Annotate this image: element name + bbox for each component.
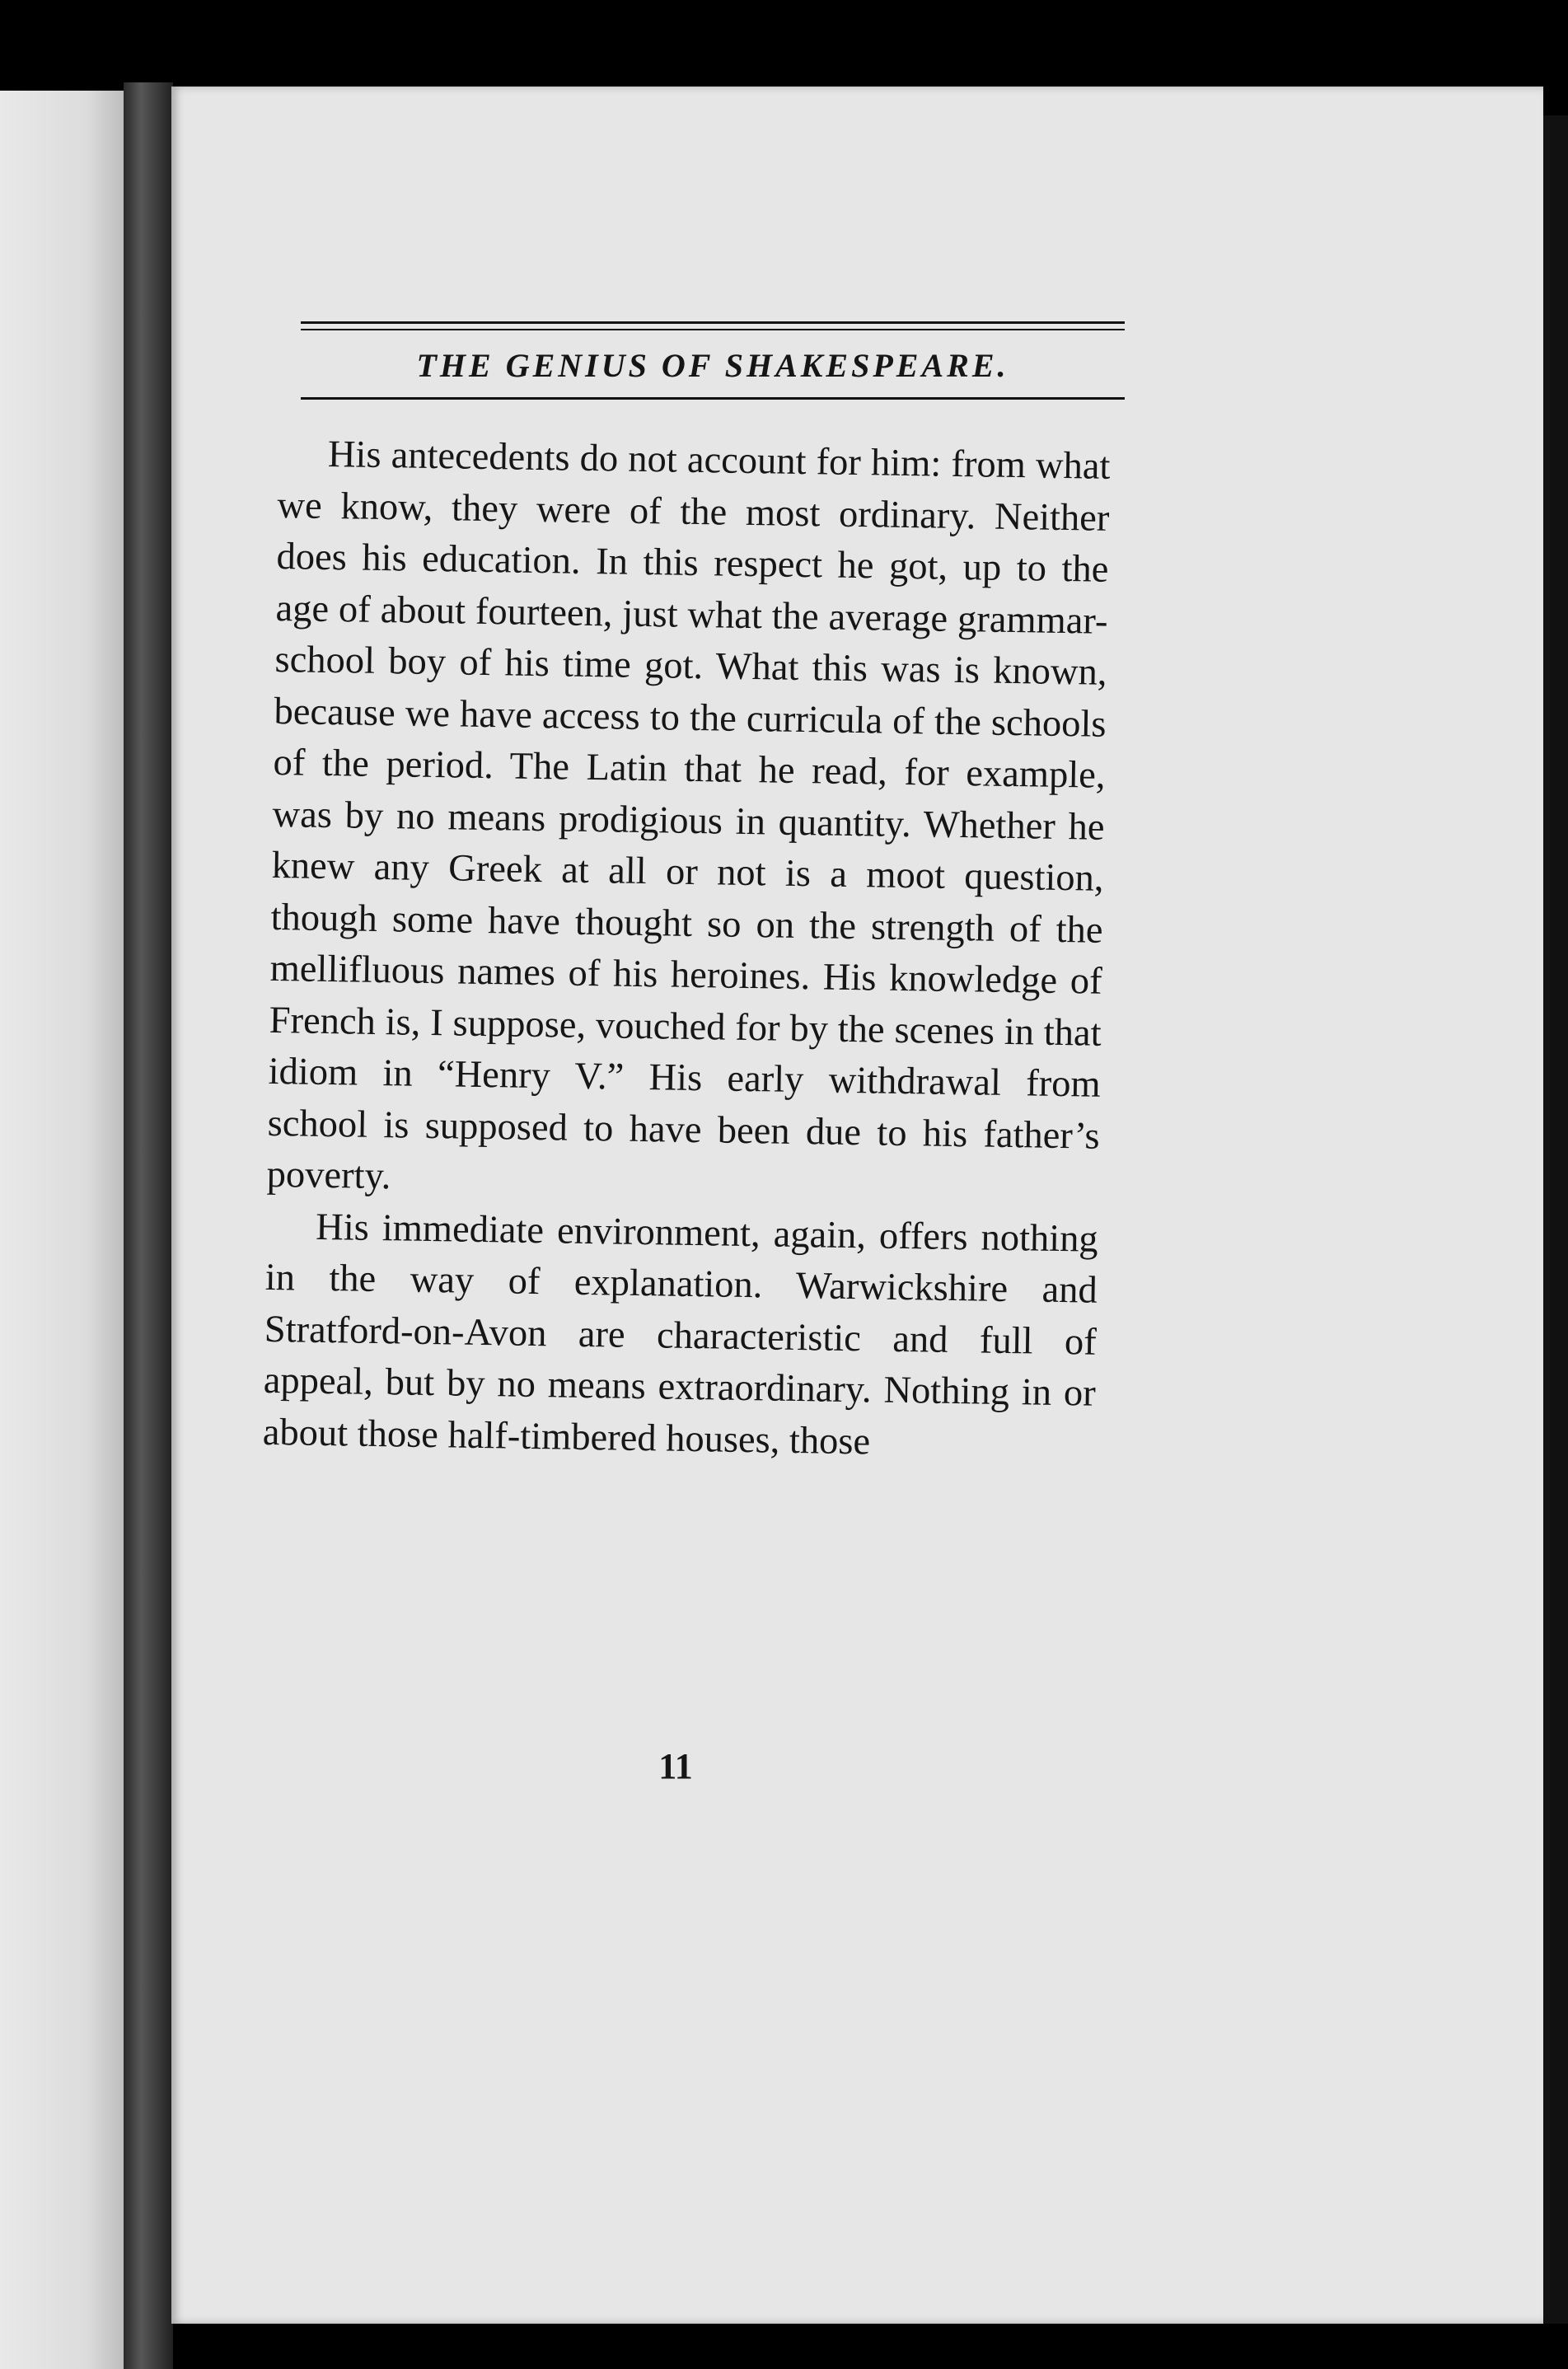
paragraph-2: His immediate environment, again, offers nothing in the way of explanation. Warwickshire and Stratford-on-Avon are characteristic and full of appeal, but by no means extraordinary. Nothing in or about those half-timbered houses, those <box>262 1206 1099 1463</box>
page-number: 11 <box>658 1746 693 1786</box>
previous-page-edge <box>0 91 124 2369</box>
running-head-title: THE GENIUS OF SHAKESPEARE. <box>416 347 1009 384</box>
book-gutter <box>124 82 173 2369</box>
running-head-top-rule <box>301 321 1125 330</box>
body-text <box>262 428 1111 1472</box>
page-edge-shadow <box>1543 115 1568 2324</box>
running-head-bottom-rule <box>301 397 1125 400</box>
running-head <box>301 321 1125 412</box>
paragraph-1: His antecedents do not account for him: from what we know, they were of the most ordinary. Neither does his education. In this respect he got, up to the age of about fourteen, just what the average grammar-school boy of his time got. What this was is known, because we have access to the curricula of the schools of the period. The Latin that he read, for example, was by no means prodigious in quantity. Whether he knew any Greek at all or not is a moot question, though some have thought so on the strength of the mellifluous names of his heroines. His knowledge of French is, I suppose, vouched for by the scenes in that idiom in “Henry V.” His early withdrawal from school is supposed to have been due to his father’s poverty. <box>266 433 1111 1198</box>
